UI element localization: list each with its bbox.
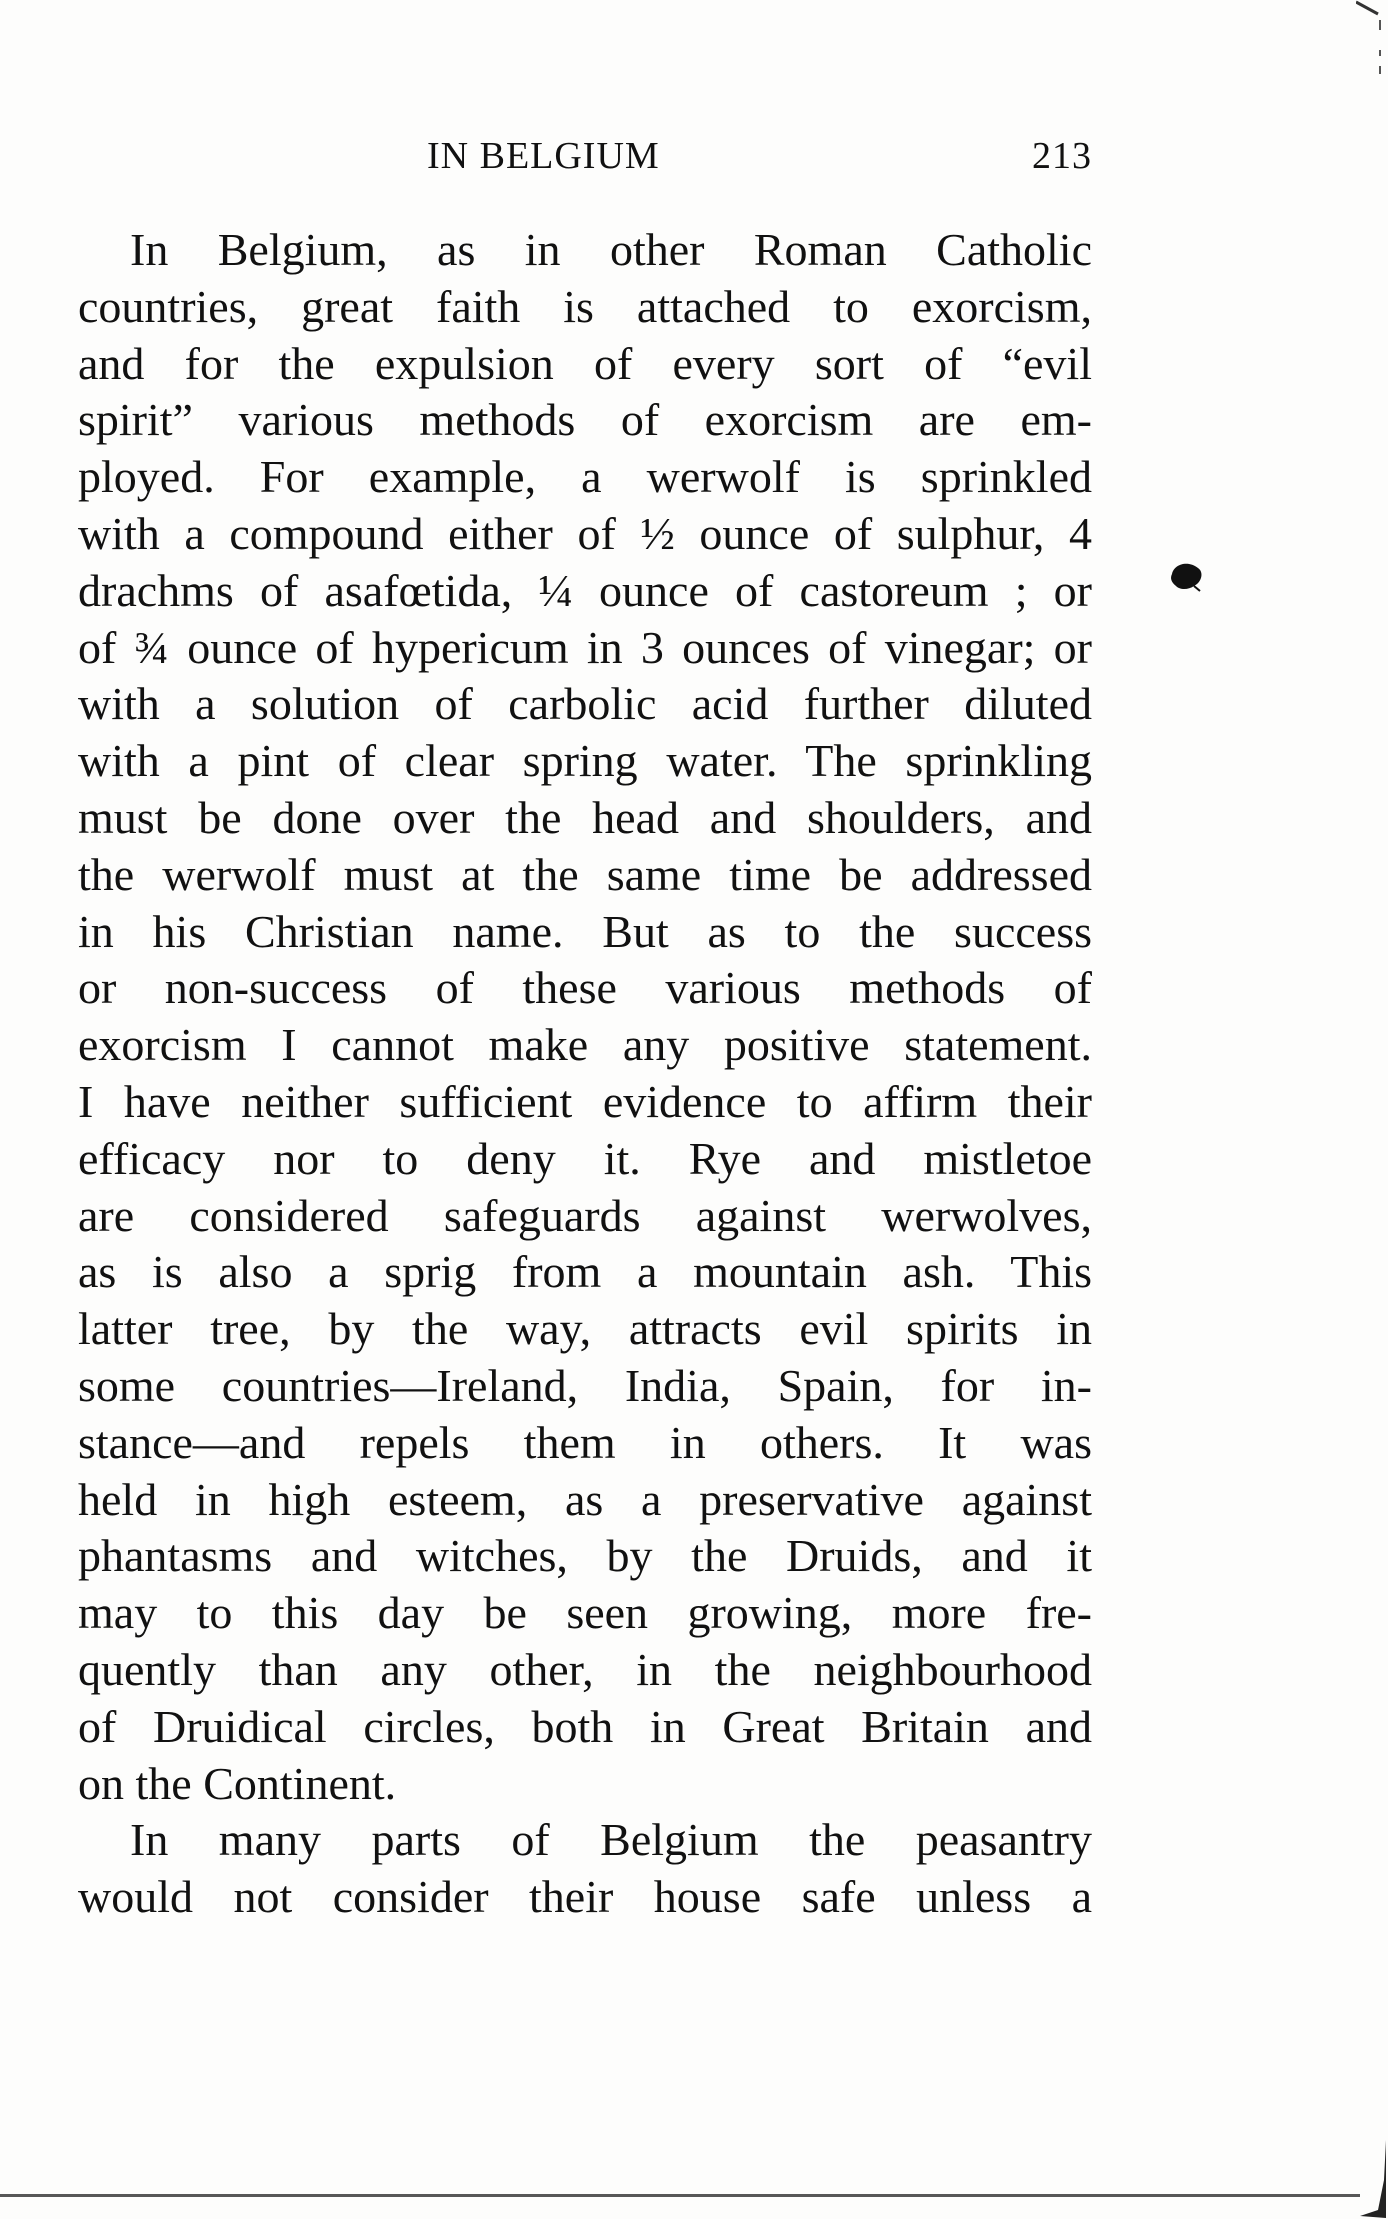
text-line: with a solution of carbolic acid further diluted <box>78 678 1092 730</box>
text-line: as is also a sprig from a mountain ash. This <box>78 1246 1092 1298</box>
text-line: phantasms and witches, by the Druids, and it <box>78 1530 1092 1582</box>
text-line: held in high esteem, as a preservative against <box>78 1473 1092 1525</box>
scan-edge-line <box>0 2194 1360 2197</box>
text-line: quently than any other, in the neighbourhood <box>78 1643 1092 1695</box>
page-corner-mark-icon <box>1358 2140 1388 2219</box>
text-line: countries, great faith is attached to exorcism, <box>78 280 1092 332</box>
text-line: drachms of asafœtida, ¼ ounce of castoreum ; or <box>78 564 1092 616</box>
text-line: latter tree, by the way, attracts evil spirits in <box>78 1303 1092 1355</box>
text-line: in his Christian name. But as to the success <box>78 905 1092 957</box>
paragraph-2 <box>78 1812 1092 1926</box>
text-line: spirit” various methods of exorcism are em- <box>78 394 1092 446</box>
text-line: may to this day be seen growing, more fre- <box>78 1587 1092 1639</box>
text-line: with a compound either of ½ ounce of sulphur, 4 <box>78 507 1092 559</box>
body-text <box>78 222 1092 1926</box>
text-line: or non-success of these various methods of <box>78 962 1092 1014</box>
text-line: are considered safeguards against werwolves, <box>78 1189 1092 1241</box>
text-line: efficacy nor to deny it. Rye and mistletoe <box>78 1132 1092 1184</box>
page-edge-mark-icon <box>1356 0 1382 90</box>
running-title: IN BELGIUM <box>427 135 660 177</box>
page-number: 213 <box>1032 135 1092 177</box>
text-line: the werwolf must at the same time be addressed <box>78 848 1092 900</box>
text-line: of ¾ ounce of hypericum in 3 ounces of vinegar; or <box>78 621 1092 673</box>
text-line: with a pint of clear spring water. The sprinkling <box>78 735 1092 787</box>
ink-blot-icon <box>1168 560 1204 592</box>
text-line: In Belgium, as in other Roman Catholic <box>130 224 1092 275</box>
text-line: ployed. For example, a werwolf is sprinkled <box>78 451 1092 503</box>
paragraph-1 <box>78 222 1092 1812</box>
running-head <box>80 128 1092 188</box>
text-line: some countries—Ireland, India, Spain, for in- <box>78 1359 1092 1411</box>
text-line: must be done over the head and shoulders, and <box>78 791 1092 843</box>
text-line: In many parts of Belgium the peasantry <box>130 1814 1092 1866</box>
text-line: and for the expulsion of every sort of “evil <box>78 337 1092 389</box>
text-line: exorcism I cannot make any positive statement. <box>78 1019 1092 1071</box>
text-line: stance—and repels them in others. It was <box>78 1416 1092 1468</box>
text-line: I have neither sufficient evidence to affirm their <box>78 1075 1092 1127</box>
text-line: on the Continent. <box>78 1757 397 1809</box>
text-line: of Druidical circles, both in Great Britain and <box>78 1700 1092 1752</box>
text-line: would not consider their house safe unless a <box>78 1871 1092 1923</box>
